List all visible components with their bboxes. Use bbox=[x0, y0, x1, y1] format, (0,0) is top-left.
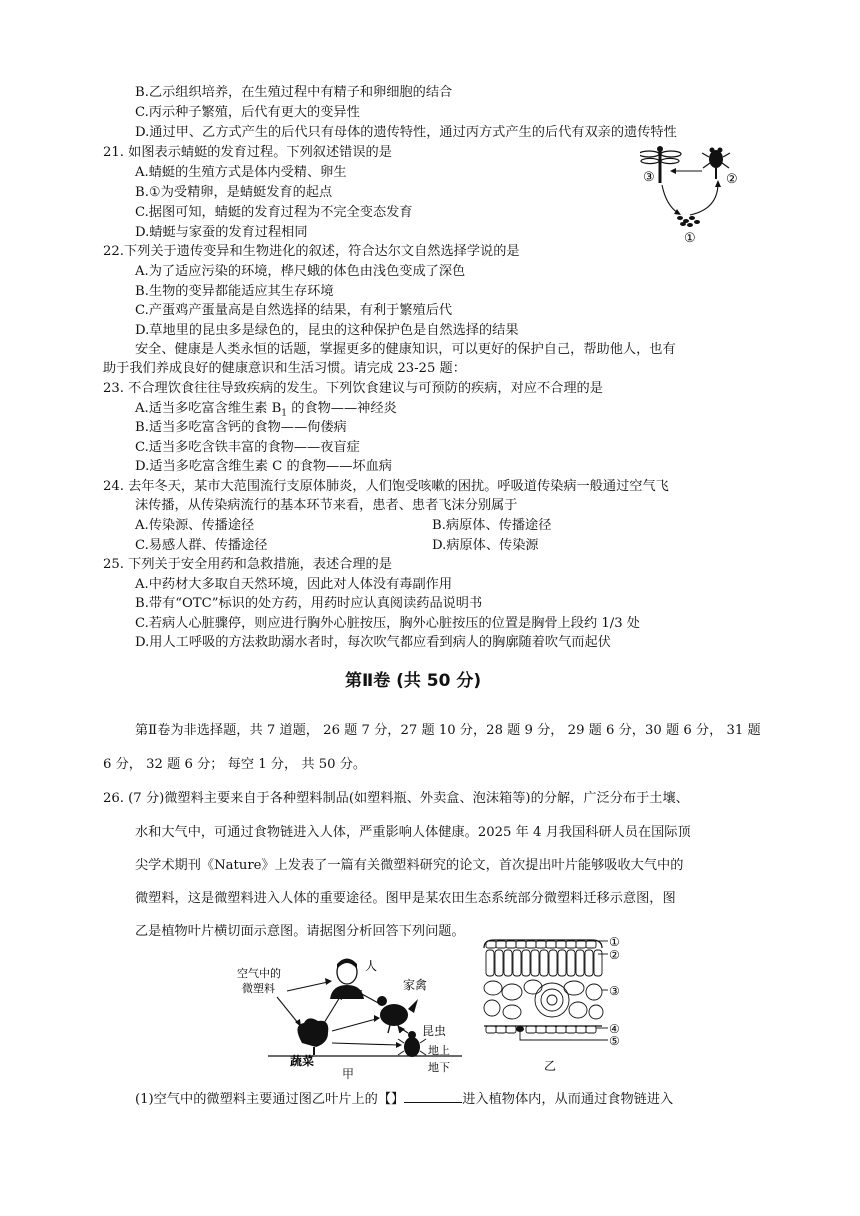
q22-option-b: B.生物的变异都能适应其生存环境 bbox=[135, 284, 334, 299]
q24-option-b: B.病原体、传播途径 bbox=[432, 518, 552, 533]
q26-part1: (1)空气中的微塑料主要通过图乙叶片上的【】 进入植物体内，从而通过食物链进入 bbox=[135, 1092, 674, 1107]
q20-option-c: C.丙示种子繁殖，后代有更大的变异性 bbox=[135, 105, 360, 120]
q21-stem: 21. 如图表示蜻蜓的发育过程。下列叙述错误的是 bbox=[103, 145, 392, 160]
q22-stem: 22.下列关于遗传变异和生物进化的叙述，符合达尔文自然选择学说的是 bbox=[103, 244, 520, 259]
label-person: 人 bbox=[365, 959, 378, 973]
dragonfly-eggs-icon bbox=[677, 216, 700, 227]
health-intro-line-1: 安全、健康是人类永恒的话题，掌握更多的健康知识，可以更好的保护自己，帮助他人，也有 bbox=[135, 342, 676, 357]
fig-yi-label-3: ③ bbox=[609, 984, 620, 998]
section-ii-instructions-1: 第Ⅱ卷为非选择题，共 7 道题， 26 题 7 分，27 题 10 分，28 题 9 分， 29 题 6 分，30 题 6 分， 31 题 bbox=[135, 723, 761, 738]
answer-blank[interactable] bbox=[404, 1090, 462, 1103]
leaf-vein bbox=[535, 983, 569, 1017]
q23-option-d: D.适当多吃富含维生素 C 的食物——坏血病 bbox=[135, 459, 392, 474]
q24-option-c: C.易感人群、传播途径 bbox=[135, 538, 268, 553]
health-intro-line-2: 助于我们养成良好的健康意识和生活习惯。请完成 23-25 题： bbox=[103, 361, 466, 376]
fig-yi-label-4: ④ bbox=[609, 1022, 620, 1036]
label-air-microplastic-1: 空气中的 bbox=[237, 967, 281, 980]
q25-option-d: D.用人工呼吸的方法救助溺水者时，每次吹气都应看到病人的胸廓随着吹气而起伏 bbox=[135, 635, 611, 650]
fig21-label-1: ① bbox=[684, 231, 696, 245]
q24-option-a: A.传染源、传播途径 bbox=[135, 518, 255, 533]
q20-option-b: B.乙示组织培养，在生殖过程中有精子和卵细胞的结合 bbox=[135, 85, 453, 100]
q24-stem-cont: 沫传播，从传染病流行的基本环节来看，患者、患者飞沫分别属于 bbox=[135, 498, 518, 513]
q26-stem-3: 尖学术期刊《Nature》上发表了一篇有关微塑料研究的论文，首次提出叶片能够吸收大气中的 bbox=[135, 858, 684, 873]
fig21-label-2: ② bbox=[726, 172, 738, 187]
q26-stem-5: 乙是植物叶片横切面示意图。请据图分析回答下列问题。 bbox=[135, 924, 465, 939]
fig-yi-label-2: ② bbox=[609, 948, 620, 962]
fig21-label-3: ③ bbox=[643, 170, 655, 185]
stoma-icon bbox=[516, 1026, 524, 1032]
label-air-microplastic-2: 微塑料 bbox=[242, 982, 275, 995]
q26-stem-2: 水和大气中，可通过食物链进入人体，严重影响人体健康。2025 年 4 月我国科研人员在国际顶 bbox=[135, 825, 691, 840]
q21-option-d: D.蜻蜓与家蚕的发育过程相同 bbox=[135, 225, 308, 240]
q21-option-a: A.蜻蜓的生殖方式是体内受精、卵生 bbox=[135, 165, 347, 180]
q25-option-a: A.中药材大多取自天然环境，因此对人体没有毒副作用 bbox=[135, 577, 453, 592]
q25-option-c: C.若病人心脏骤停，则应进行胸外心脏按压，胸外心脏按压的位置是胸骨上段约 1/3 处 bbox=[135, 616, 640, 631]
q22-option-d: D.草地里的昆虫多是绿色的，昆虫的这种保护色是自然选择的结果 bbox=[135, 323, 519, 338]
spongy-cells bbox=[484, 980, 603, 1019]
figure-jia-microplastic-migration bbox=[232, 955, 462, 1073]
q25-option-b: B.带有“OTC”标识的处方药，用药时应认真阅读药品说明书 bbox=[135, 596, 483, 611]
fig-yi-label-5: ⑤ bbox=[609, 1034, 620, 1048]
q23-stem: 23. 不合理饮食往往导致疾病的发生。下列饮食建议与可预防的疾病，对应不合理的是 bbox=[103, 381, 603, 396]
label-below-ground: 地下 bbox=[428, 1061, 450, 1073]
label-insect: 昆虫 bbox=[422, 1024, 447, 1038]
section-ii-title: 第Ⅱ卷 (共 50 分) bbox=[345, 671, 482, 691]
q20-option-d: D.通过甲、乙方式产生的后代只有母体的遗传特性，通过丙方式产生的后代有双亲的遗传特性 bbox=[135, 125, 677, 140]
poultry-icon bbox=[377, 996, 418, 1033]
vegetable-icon bbox=[297, 1018, 328, 1055]
q24-option-d: D.病原体、传染源 bbox=[432, 538, 539, 553]
label-vegetable: 蔬菜 bbox=[290, 1054, 315, 1068]
figure-yi-caption: 乙 bbox=[544, 1059, 557, 1072]
q23-option-a: A.适当多吃富含维生素 $B_1$ 的食物——神经炎 bbox=[135, 401, 397, 419]
q23-option-b: B.适当多吃富含钙的食物——佝偻病 bbox=[135, 420, 347, 435]
q24-stem: 24. 去年冬天，某市大范围流行支原体肺炎，人们饱受咳嗽的困扰。呼吸道传染病一般通过空气飞 bbox=[103, 479, 669, 494]
q21-option-c: C.据图可知，蜻蜓的发育过程为不完全变态发育 bbox=[135, 205, 413, 220]
label-above-ground: 地上 bbox=[428, 1044, 450, 1057]
section-ii-instructions-2: 6 分， 32 题 6 分； 每空 1 分， 共 50 分。 bbox=[103, 757, 367, 772]
label-poultry: 家禽 bbox=[403, 978, 428, 992]
figure-jia-caption: 甲 bbox=[342, 1067, 355, 1081]
q21-option-b: B.①为受精卵，是蜻蜓发育的起点 bbox=[135, 185, 333, 200]
q26-stem-4: 微塑料，这是微塑料进入人体的重要途径。图甲是某农田生态系统部分微塑料迁移示意图，图 bbox=[135, 891, 676, 906]
q22-option-c: C.产蛋鸡产蛋量高是自然选择的结果，有利于繁殖后代 bbox=[135, 303, 453, 318]
dragonfly-lifecycle-figure bbox=[640, 143, 750, 245]
upper-epidermis-cells bbox=[486, 941, 596, 948]
lower-epidermis-cells bbox=[486, 1026, 596, 1033]
fig-yi-label-1: ① bbox=[609, 935, 620, 949]
q25-stem: 25. 下列关于安全用药和急救措施，表述合理的是 bbox=[103, 557, 392, 572]
q26-stem-1: 26. (7 分)微塑料主要来自于各种塑料制品(如塑料瓶、外卖盒、泡沫箱等)的分解，广泛分布于土壤、 bbox=[103, 791, 689, 806]
q22-option-a: A.为了适应污染的环境，桦尺蛾的体色由浅色变成了深色 bbox=[135, 264, 466, 279]
q23-option-c: C.适当多吃含铁丰富的食物——夜盲症 bbox=[135, 440, 360, 455]
figure-yi-leaf-cross-section bbox=[478, 932, 638, 1072]
palisade-cells bbox=[486, 950, 602, 976]
